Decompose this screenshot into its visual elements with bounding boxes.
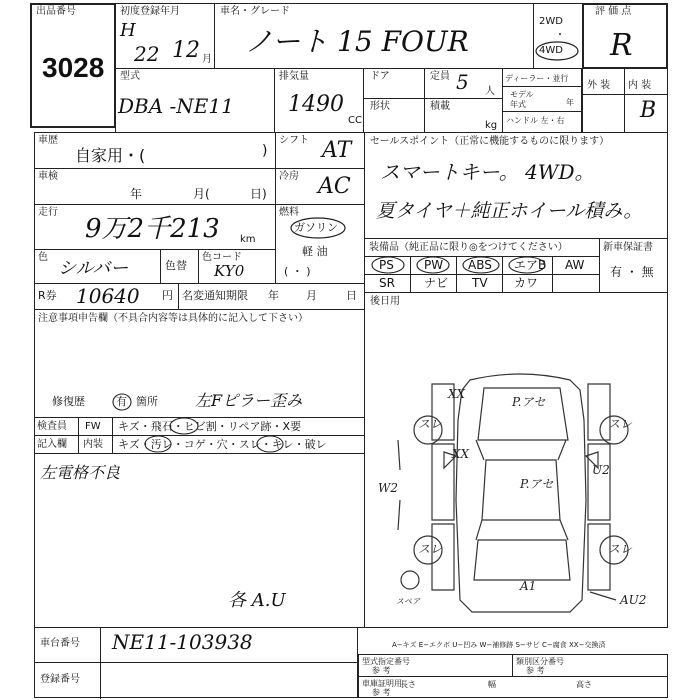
interior-grade: B [640,98,657,123]
handle-label: ハンドル 左・右 [506,116,565,125]
mark-sure-1: スレ [418,417,443,431]
equip-pw: PW [424,258,444,272]
month-unit: 月 [202,54,212,65]
notice-label: 名変通知期限 [182,289,248,302]
interior-check-items: キズ・汚レ・コゲ・穴・スレ・キレ・破レ [118,438,327,451]
history-label: 車歴 [38,135,58,146]
drive-2wd: 2WD [539,16,563,27]
year-value: 22 [134,42,160,66]
chassis-label: 車台番号 [40,638,80,649]
fuel-gasoline: ガソリン [294,221,338,234]
mark-sure-3: スレ [418,542,443,556]
location-value: 左Fピラー歪み [195,391,303,410]
first-registration-label: 初度登録年月 [120,6,180,17]
fuel-diesel: 軽 油 [302,245,328,258]
selling-points-label: セールスポイント（正常に機能するものに限ります） [370,136,610,147]
month-value: 12 [172,38,200,63]
equip-aw: AW [565,258,585,272]
equip-sr: SR [379,276,395,290]
shift-value: AT [322,138,352,163]
mark-pase-2: P.アセ [520,477,554,491]
location-label: 箇所 [136,395,158,408]
type-designation-ref: 参 考 [372,666,391,675]
width-label: 幅 [488,680,496,689]
cc-unit: CC [348,115,362,126]
history-paren: ) [262,143,268,159]
color-value: シルバー [58,258,129,279]
mark-sure-2: スレ [608,417,633,431]
rear-use-label: 後日用 [370,296,400,307]
notice-year: 年 [268,289,279,302]
selling-line-2: 夏タイヤ＋純正ホイール積み。 [376,200,643,222]
inspection-label: 車検 [38,171,58,182]
equipment-label: 装備品（純正品に限り◎をつけてください） [369,242,568,253]
dealer-label: ディーラー・並行 [505,74,569,83]
height-label: 高さ [576,680,592,689]
class-ref: 参 考 [526,666,545,675]
capacity-label: 定員 [430,71,450,82]
registration-box [34,662,358,698]
selling-line-1: スマートキー。 4WD。 [380,160,595,184]
class-label: 類別区分番号 [516,657,564,666]
mark-sure-4: スレ [608,542,633,556]
type-designation-label: 型式指定番号 [362,657,410,666]
spare-label: スペア [396,597,420,606]
type-designation-divider [512,654,513,676]
grade-label: 評 価 点 [595,6,632,17]
ac-label: 冷房 [279,171,299,182]
inspection-year: 年 [130,187,143,201]
repair-value: 有 [116,395,127,408]
fw-label: FW [85,421,101,432]
color-label: 色 [38,252,48,263]
equip-ps: PS [379,258,394,272]
exterior-label: 外 装 [587,80,611,91]
displacement-label: 排気量 [279,71,309,82]
memo-text: 左電格不良 [40,463,121,482]
interior-label: 内 装 [628,80,652,91]
repair-label: 修復歴 [52,395,85,408]
era-value: H [120,20,136,41]
color-code-label: 色コード [202,252,242,263]
recycle-value: 10640 [76,284,140,308]
fuel-paren: ( ・ ) [284,265,311,278]
color-change-label: 色替 [165,259,187,272]
lot-label: 出品番号 [36,6,76,17]
lot-number: 3028 [42,52,105,83]
equip-leather: カワ [514,276,539,290]
all-au-text: 各 A.U [228,590,286,611]
mark-au2: AU2 [620,593,647,607]
equip-navi: ナビ [424,276,449,290]
mileage-label: 走行 [38,207,58,218]
ac-value: AC [318,174,351,199]
drive-dot: ・ [555,30,565,41]
equip-abs: ABS [468,258,492,272]
notice-month: 月 [306,289,317,302]
load-label: 積載 [430,101,450,112]
model-year-label: モデル 年式 [510,90,534,109]
model-type-label: 型式 [120,71,140,82]
mark-u2: U2 [592,463,610,477]
capacity-value: 5 [456,70,469,94]
caution-label: 注意事項申告欄（不具合内容等は具体的に記入して下さい） [38,313,308,324]
vehicle-cert-label: 車庫証明用 [362,679,402,688]
mileage-value: 9万2千213 [85,214,220,244]
mark-pase-1: P.アセ [512,395,546,409]
chassis-value: NE11-103938 [112,630,253,654]
mileage-unit: km [240,234,256,245]
vehicle-cert-ref: 参 考 [372,688,391,697]
shape-label: 形状 [370,101,390,112]
kg-unit: kg [485,120,498,131]
shift-label: シフト [279,135,309,146]
car-name-label: 車名・グレード [220,6,290,17]
year-unit-label: 年 [566,98,574,107]
grade-value: R [610,28,633,63]
model-type-value: DBA -NE11 [118,94,234,118]
history-value: 自家用・( [75,146,146,165]
inspection-day: 日) [250,187,267,201]
color-code-value: KY0 [214,262,245,280]
warranty-label: 新車保証書 [603,242,653,253]
mark-xx-2: XX [452,447,470,461]
drive-4wd: 4WD [539,45,563,56]
car-name-value: ノート 15 FOUR [245,25,469,58]
equip-airbag: エアB [514,258,547,272]
entry-label: 記入欄 [37,439,67,450]
length-label: 長さ [400,680,416,689]
mark-w2: W2 [378,481,398,495]
interior-check-label: 内装 [83,439,103,450]
fuel-label: 燃料 [279,207,299,218]
damage-legend: A−キズ E−エクボ U−凹み W−補修跡 S−サビ C−腐食 XX−交換済 [392,641,606,649]
notice-day: 日 [346,289,357,302]
displacement-value: 1490 [288,92,344,117]
doors-label: ドア [370,71,390,82]
inspector-label: 検査員 [37,421,67,432]
type-designation-hdivider [358,676,668,677]
inspection-month: 月( [193,187,210,201]
equip-tv: TV [472,276,488,290]
registration-label: 登録番号 [40,674,80,685]
mark-a1: A1 [520,579,537,593]
recycle-label: R券 [38,289,57,302]
recycle-yen: 円 [162,289,173,302]
fw-items: キズ・飛石・ヒビ割・リペア跡・X要 [118,420,302,433]
warranty-value: 有 ・ 無 [610,265,654,279]
capacity-unit: 人 [485,86,495,97]
mark-xx-1: XX [448,387,466,401]
